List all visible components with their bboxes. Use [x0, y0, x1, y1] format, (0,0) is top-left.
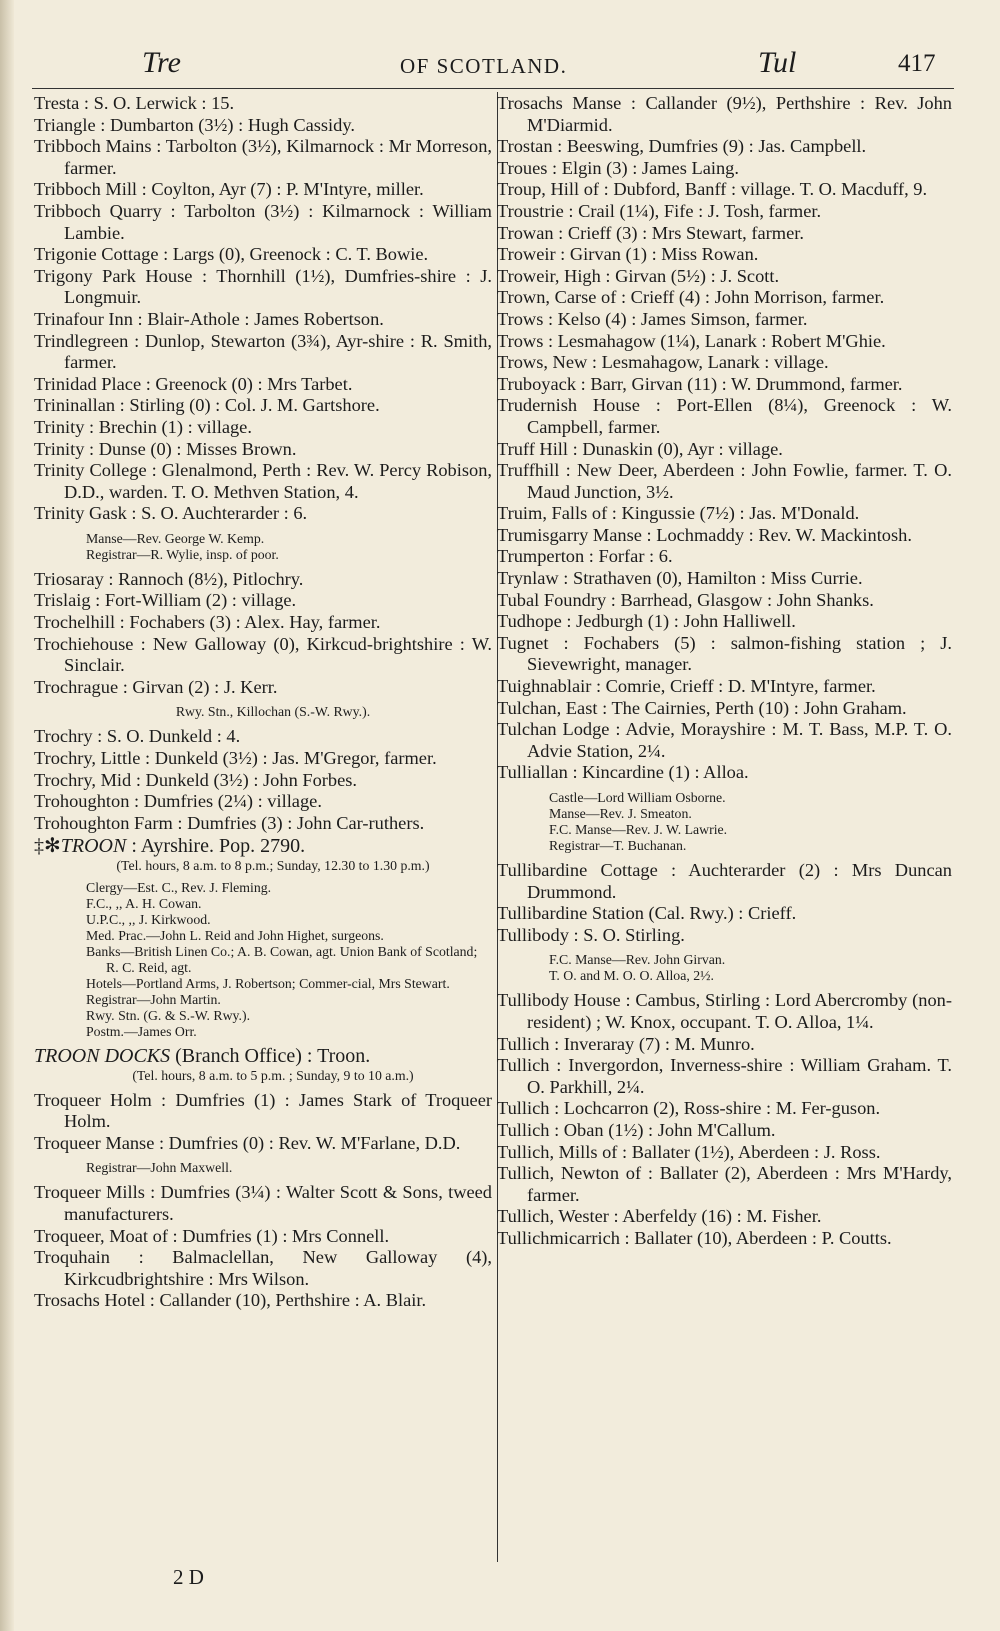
gazetteer-entry: Trows : Lesmahagow (1¼), Lanark : Robert M'Ghie. [497, 330, 886, 351]
gazetteer-entry: Troqueer Mills : Dumfries (3¼) : Walter Scott & Sons, tweed manufacturers. [34, 1182, 492, 1224]
town-heading [34, 836, 492, 858]
entry-detail-note: F.C. Manse—Rev. J. W. Lawrie. [549, 822, 728, 837]
entry-detail-note: Manse—Rev. George W. Kemp. [86, 530, 265, 546]
gazetteer-entry: Tubal Foundry : Barrhead, Glasgow : John Shanks. [497, 589, 874, 610]
gazetteer-entry: Trochiehouse : New Galloway (0), Kirkcud-brightshire : W. Sinclair. [34, 633, 492, 676]
gazetteer-entry: Troqueer Manse : Dumfries (0) : Rev. W. M'Farlane, D.D. [34, 1132, 461, 1153]
entry-detail-note: F.C., ,, A. H. Cowan. [86, 896, 202, 911]
entry-detail-note: (Tel. hours, 8 a.m. to 8 p.m.; Sunday, 12.30 to 1.30 p.m.) [116, 858, 430, 873]
gazetteer-entry: Tullich : Oban (1½) : John M'Callum. [497, 1119, 776, 1140]
gazetteer-entry: Troustrie : Crail (1¼), Fife : J. Tosh, farmer. [497, 200, 822, 221]
gazetteer-entry: Tullich : Lochcarron (2), Ross-shire : M. Fer-guson. [497, 1098, 881, 1119]
page-number: 417 [898, 50, 936, 77]
entry-detail-note: Clergy—Est. C., Rev. J. Fleming. [86, 880, 272, 895]
entry-detail-note: (Tel. hours, 8 a.m. to 5 p.m. ; Sunday, 9 to 10 a.m.) [132, 1067, 414, 1083]
gazetteer-entry: Truffhill : New Deer, Aberdeen : John Fowlie, farmer. T. O. Maud Junction, 3½. [497, 460, 952, 502]
entry-detail-note: Med. Prac.—John L. Reid and John Highet, surgeons. [86, 928, 384, 943]
gazetteer-entry: Trigonie Cottage : Largs (0), Greenock : C. T. Bowie. [34, 244, 429, 265]
gazetteer-entry: Trinity : Dunse (0) : Misses Brown. [34, 438, 297, 459]
gazetteer-entry: Trochelhill : Fochabers (3) : Alex. Hay, farmer. [34, 612, 381, 633]
gazetteer-entry: Trinity : Brechin (1) : village. [34, 416, 252, 437]
gazetteer-entry: Troquhain : Balmaclellan, New Galloway (4), Kirkcudbrightshire : Mrs Wilson. [34, 1247, 492, 1289]
entry-detail-note: Registrar—R. Wylie, insp. of poor. [86, 546, 279, 562]
gazetteer-entry: Truim, Falls of : Kingussie (7½) : Jas. M'Donald. [497, 503, 860, 524]
gazetteer-entry: Troqueer, Moat of : Dumfries (1) : Mrs Connell. [34, 1225, 390, 1246]
entry-detail-note: Castle—Lord William Osborne. [549, 790, 726, 805]
gazetteer-entry: Truff Hill : Dunaskin (0), Ayr : village. [497, 438, 783, 459]
gazetteer-entry: Trochrague : Girvan (2) : J. Kerr. [34, 676, 278, 697]
gazetteer-entry: Trynlaw : Strathaven (0), Hamilton : Miss Currie. [497, 568, 863, 589]
gazetteer-entry: Tullich, Newton of : Ballater (2), Aberdeen : Mrs M'Hardy, farmer. [497, 1163, 952, 1205]
gazetteer-entry: Trigony Park House : Thornhill (1½), Dumfries-shire : J. Longmuir. [34, 265, 492, 308]
gazetteer-entry: Trudernish House : Port-Ellen (8¼), Greenock : W. Campbell, farmer. [497, 395, 952, 437]
gazetteer-entry: Tugnet : Fochabers (5) : salmon-fishing station ; J. Sievewright, manager. [497, 632, 952, 675]
entry-detail-note: Registrar—John Martin. [86, 992, 221, 1007]
entry-detail-note: Rwy. Stn., Killochan (S.-W. Rwy.). [175, 704, 371, 720]
entry-detail-note: Hotels—Portland Arms, J. Robertson; Commer-cial, Mrs Stewart. [86, 976, 450, 991]
gazetteer-entry: Trinafour Inn : Blair-Athole : James Robertson. [34, 308, 384, 329]
town-name: TROON [60, 835, 127, 858]
entry-detail-note: U.P.C., ,, J. Kirkwood. [86, 912, 211, 927]
gazetteer-entry: Trislaig : Fort-William (2) : village. [34, 590, 297, 611]
entry-detail-note: Registrar—T. Buchanan. [549, 838, 687, 853]
gazetteer-entry: Trinidad Place : Greenock (0) : Mrs Tarbet. [34, 373, 353, 394]
entry-detail-note: Postm.—James Orr. [86, 1024, 197, 1039]
gazetteer-entry: Tullibody : S. O. Stirling. [497, 924, 685, 945]
gazetteer-entry: Tullibardine Cottage : Auchterarder (2) : Mrs Duncan Drummond. [497, 860, 952, 902]
gazetteer-entry: Troweir, High : Girvan (5½) : J. Scott. [497, 265, 780, 286]
gazetteer-entry: Trosachs Hotel : Callander (10), Perthshire : A. Blair. [34, 1290, 427, 1311]
gazetteer-entry: Tullich : Invergordon, Inverness-shire : William Graham. T. O. Parkhill, 2¼. [497, 1055, 952, 1097]
gazetteer-entry: Troues : Elgin (3) : James Laing. [497, 157, 739, 178]
town-name: TROON DOCKS [34, 1045, 171, 1067]
entry-detail-note: Registrar—John Maxwell. [86, 1160, 233, 1176]
gazetteer-entry: Trows, New : Lesmahagow, Lanark : village. [497, 352, 829, 373]
gazetteer-entry: Triosaray : Rannoch (8½), Pitlochry. [34, 568, 304, 589]
gazetteer-entry: Trows : Kelso (4) : James Simson, farmer. [497, 308, 808, 329]
gazetteer-entry: Troweir : Girvan (1) : Miss Rowan. [497, 244, 759, 265]
gazetteer-entry: Tullich, Mills of : Ballater (1½), Aberdeen : J. Ross. [497, 1141, 881, 1162]
gazetteer-entry: Tullichmicarrich : Ballater (10), Aberdeen : P. Coutts. [497, 1227, 892, 1248]
gazetteer-entry: Tribboch Quarry : Tarbolton (3½) : Kilmarnock : William Lambie. [34, 200, 492, 243]
gazetteer-entry: Tuighnablair : Comrie, Crieff : D. M'Intyre, farmer. [497, 676, 876, 697]
gazetteer-entry: Trohoughton : Dumfries (2¼) : village. [34, 791, 322, 812]
gazetteer-entry: Trininallan : Stirling (0) : Col. J. M. Gartshore. [34, 395, 380, 416]
gazetteer-entry: Trumperton : Forfar : 6. [497, 546, 673, 567]
town-symbols: ‡✻ [34, 835, 61, 858]
gazetteer-entry: Trostan : Beeswing, Dumfries (9) : Jas. Campbell. [497, 136, 867, 157]
gazetteer-entry: Trindlegreen : Dunlop, Stewarton (3¾), Ayr-shire : R. Smith, farmer. [34, 330, 492, 373]
gazetteer-entry: Trochry : S. O. Dunkeld : 4. [34, 726, 241, 747]
gazetteer-entry: Trosachs Manse : Callander (9½), Perthshire : Rev. John M'Diarmid. [497, 93, 952, 135]
town-heading-detail: : Ayrshire. Pop. 2790. [126, 835, 306, 858]
gazetteer-entry: Trohoughton Farm : Dumfries (3) : John Car-ruthers. [34, 812, 425, 833]
entry-detail-note: Rwy. Stn. (G. & S.-W. Rwy.). [86, 1008, 251, 1023]
gazetteer-entry: Tulchan Lodge : Advie, Morayshire : M. T. Bass, M.P. T. O. Advie Station, 2¼. [497, 719, 952, 761]
gazetteer-entry: Trochry, Mid : Dunkeld (3½) : John Forbes. [34, 769, 358, 790]
gazetteer-entry: Trowan : Crieff (3) : Mrs Stewart, farmer. [497, 222, 804, 243]
gazetteer-entry: Tulliallan : Kincardine (1) : Alloa. [497, 762, 749, 783]
gazetteer-entry: Troqueer Holm : Dumfries (1) : James Stark of Troqueer Holm. [34, 1089, 492, 1132]
header-right-catchword: Tul [758, 46, 797, 79]
town-heading [34, 1046, 492, 1068]
header-rule [32, 88, 954, 89]
running-header [30, 46, 960, 86]
entry-detail-note: Banks—British Linen Co.; A. B. Cowan, agt. Union Bank of Scotland; R. C. Reid, agt. [86, 944, 478, 975]
gazetteer-entry: Trumisgarry Manse : Lochmaddy : Rev. W. Mackintosh. [497, 524, 912, 545]
gazetteer-entry: Tullibardine Station (Cal. Rwy.) : Crieff. [497, 903, 797, 924]
entry-detail-note: T. O. and M. O. O. Alloa, 2½. [549, 968, 714, 984]
gazetteer-entry: Tullich, Wester : Aberfeldy (16) : M. Fisher. [497, 1206, 822, 1227]
gazetteer-entry: Tullich : Inveraray (7) : M. Munro. [497, 1033, 755, 1054]
gazetteer-entry: Tribboch Mains : Tarbolton (3½), Kilmarnock : Mr Morreson, farmer. [34, 136, 492, 178]
entry-detail-note: F.C. Manse—Rev. John Girvan. [549, 952, 726, 968]
gazetteer-entry: Trochry, Little : Dunkeld (3½) : Jas. M'Gregor, farmer. [34, 748, 437, 769]
page-gutter [0, 0, 14, 1631]
right-column [497, 93, 952, 1250]
gazetteer-entry: Trinity College : Glenalmond, Perth : Rev. W. Percy Robison, D.D., warden. T. O. Methven Station, 4. [34, 460, 492, 502]
header-title: OF SCOTLAND. [400, 54, 568, 78]
gazetteer-entry: Tullibody House : Cambus, Stirling : Lord Abercromby (non-resident) ; W. Knox, occupant. T. O. Alloa, 1¼. [497, 990, 952, 1032]
gazetteer-entry: Trinity Gask : S. O. Auchterarder : 6. [34, 503, 308, 524]
gazetteer-entry: Tribboch Mill : Coylton, Ayr (7) : P. M'Intyre, miller. [34, 179, 424, 200]
town-heading-detail: (Branch Office) : Troon. [170, 1045, 371, 1067]
gazetteer-entry: Tulchan, East : The Cairnies, Perth (10) : John Graham. [497, 697, 907, 718]
signature-mark: 2 D [173, 1565, 204, 1589]
gazetteer-entry: Truboyack : Barr, Girvan (11) : W. Drummond, farmer. [497, 373, 903, 394]
gazetteer-entry: Troup, Hill of : Dubford, Banff : village. T. O. Macduff, 9. [497, 179, 928, 200]
gazetteer-entry: Trown, Carse of : Crieff (4) : John Morrison, farmer. [497, 287, 885, 308]
gazetteer-entry: Tresta : S. O. Lerwick : 15. [34, 93, 235, 113]
header-left-catchword: Tre [142, 46, 181, 79]
left-column [34, 93, 492, 1312]
gazetteer-entry: Tudhope : Jedburgh (1) : John Halliwell. [497, 611, 796, 632]
entry-detail-note: Manse—Rev. J. Smeaton. [549, 806, 692, 821]
gazetteer-entry: Triangle : Dumbarton (3½) : Hugh Cassidy. [34, 114, 355, 135]
